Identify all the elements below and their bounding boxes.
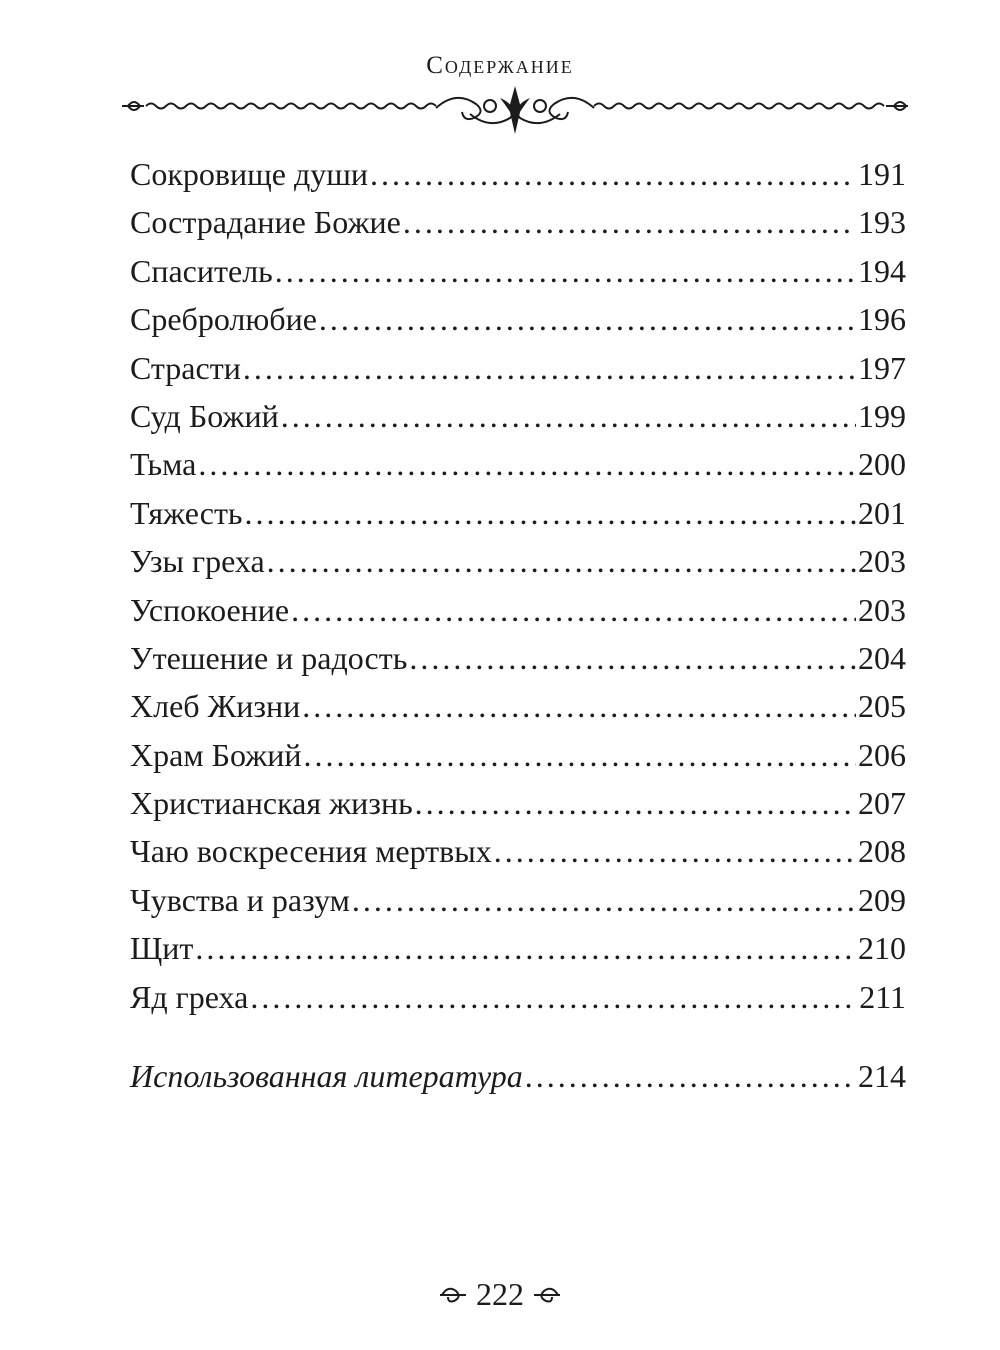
toc-dot-leader xyxy=(319,295,856,343)
toc-entry[interactable] xyxy=(130,731,906,779)
toc-entry[interactable] xyxy=(130,295,906,343)
toc-entry[interactable] xyxy=(130,344,906,392)
toc-entry-title: Утешение и радость xyxy=(130,639,408,676)
toc-entry[interactable] xyxy=(130,440,906,488)
toc-dot-leader xyxy=(195,924,856,972)
toc-entry[interactable] xyxy=(130,682,906,730)
toc-entry[interactable] xyxy=(130,198,906,246)
toc-dot-leader xyxy=(302,682,856,730)
toc-entry-page: 210 xyxy=(858,930,906,967)
toc-dot-leader xyxy=(275,247,856,295)
toc-entry[interactable] xyxy=(130,827,906,875)
toc-entry[interactable] xyxy=(130,489,906,537)
toc-entry-title: Суд Божий xyxy=(130,397,279,434)
toc-dot-leader xyxy=(494,827,856,875)
toc-entry-title: Храм Божий xyxy=(130,736,302,773)
toc-entry-title: Спаситель xyxy=(130,252,273,289)
toc-entry-page: 205 xyxy=(858,688,906,725)
toc-entry-page: 199 xyxy=(858,397,906,434)
toc-entry-page: 193 xyxy=(858,204,906,241)
toc-dot-leader xyxy=(370,150,856,198)
left-flourish-icon xyxy=(438,1280,468,1310)
toc-entry-title: Тьма xyxy=(130,446,197,483)
toc-entry-page: 200 xyxy=(858,446,906,483)
toc-entry-page: 194 xyxy=(858,252,906,289)
toc-entry-title: Щит xyxy=(130,930,194,967)
toc-entry-page: 203 xyxy=(858,591,906,628)
toc-bibliography-title: Использованная литература xyxy=(130,1058,523,1094)
toc-entry-title: Яд греха xyxy=(130,978,249,1015)
toc-dot-leader xyxy=(352,876,856,924)
toc-dot-leader xyxy=(198,440,856,488)
toc-dot-leader xyxy=(403,198,856,246)
toc-entry[interactable] xyxy=(130,876,906,924)
toc-dot-leader xyxy=(409,634,856,682)
toc-entry-page: 206 xyxy=(858,736,906,773)
toc-entry-title: Хлеб Жизни xyxy=(130,688,301,725)
toc-entry-title: Успокоение xyxy=(130,591,290,628)
toc-entry-title: Христианская жизнь xyxy=(130,785,413,822)
toc-entry-title: Страсти xyxy=(130,349,241,386)
toc-entry-page: 196 xyxy=(858,301,906,338)
toc-entry-page: 208 xyxy=(858,833,906,870)
toc-entry-page: 204 xyxy=(858,639,906,676)
toc-entry[interactable] xyxy=(130,634,906,682)
toc-entry-page: 211 xyxy=(859,978,906,1015)
toc-entry-page: 207 xyxy=(858,785,906,822)
toc-entry[interactable] xyxy=(130,586,906,634)
toc-entry[interactable] xyxy=(130,779,906,827)
toc-entry[interactable] xyxy=(130,973,906,1021)
toc-entry[interactable] xyxy=(130,150,906,198)
toc-entry-page: 201 xyxy=(858,494,906,531)
toc-entry-page: 209 xyxy=(858,881,906,918)
toc-dot-leader xyxy=(415,779,856,827)
toc-entry[interactable] xyxy=(130,537,906,585)
toc-entry-title: Узы греха xyxy=(130,543,265,580)
toc-bibliography-entry[interactable] xyxy=(130,1052,906,1100)
toc-bibliography-page: 214 xyxy=(858,1058,906,1094)
toc-entry-title: Тяжесть xyxy=(130,494,243,531)
toc-entry-page: 191 xyxy=(858,156,906,192)
table-of-contents xyxy=(130,150,906,1021)
toc-dot-leader xyxy=(281,392,856,440)
toc-entry-title: Сострадание Божие xyxy=(130,204,401,241)
toc-dot-leader xyxy=(304,731,857,779)
page-number: 222 xyxy=(476,1276,524,1312)
toc-entry[interactable] xyxy=(130,392,906,440)
toc-dot-leader xyxy=(243,344,856,392)
toc-entry-page: 197 xyxy=(858,349,906,386)
header-ornament-icon xyxy=(120,84,910,144)
page-header-title: Содержание xyxy=(426,52,574,79)
toc-dot-leader xyxy=(291,586,856,634)
toc-entry-title: Сокровище души xyxy=(130,156,369,192)
toc-dot-leader xyxy=(245,489,856,537)
toc-entry-title: Чаю воскресения мертвых xyxy=(130,833,492,870)
right-flourish-icon xyxy=(532,1280,562,1310)
toc-dot-leader xyxy=(267,537,856,585)
toc-entry-title: Сребролюбие xyxy=(130,301,317,338)
toc-entry-page: 203 xyxy=(858,543,906,580)
toc-entry[interactable] xyxy=(130,247,906,295)
toc-entry-title: Чувства и разум xyxy=(130,881,350,918)
page-footer xyxy=(0,1276,1000,1313)
toc-entry[interactable] xyxy=(130,924,906,972)
toc-dot-leader xyxy=(250,973,857,1021)
toc-dot-leader xyxy=(525,1052,856,1100)
